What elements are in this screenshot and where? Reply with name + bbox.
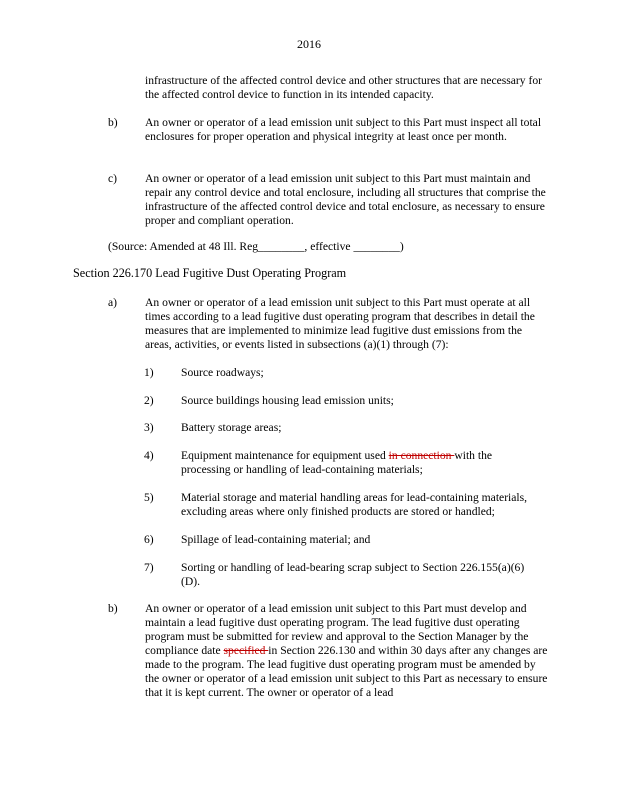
item-b-text: An owner or operator of a lead emission unit subject to this Part must inspect all total enclosures for proper operation and physical integrity at least once per month. [145, 116, 542, 143]
section-heading: Section 226.170 Lead Fugitive Dust Operating Program [73, 266, 347, 280]
subitem-text-with-strike: Equipment maintenance for equipment used in connection with the processing or handling of lead-containing materials; [181, 449, 493, 476]
subitem-text: Source buildings housing lead emission units; [181, 394, 394, 407]
source-note: (Source: Amended at 48 Ill. Reg________, effective ________) [108, 240, 404, 253]
subitem-label: 5) [144, 491, 154, 504]
subitem-label: 1) [144, 366, 154, 379]
subitem-label: 3) [144, 421, 154, 434]
subitem-text: Spillage of lead-containing material; and [181, 533, 371, 546]
subitem-label: 6) [144, 533, 154, 546]
item-a-label: a) [108, 296, 118, 309]
struck-text: specified [223, 644, 269, 657]
item-b2-label: b) [108, 602, 118, 615]
item-a-text: An owner or operator of a lead emission unit subject to this Part must operate at all times according to a lead fugitive dust operating program that describes in detail the measures that are implemented to minimize lead fugitive dust emissions from the areas, activities, or events listed in subsections (a)(1) through (7): [145, 296, 535, 351]
subitem-text: Battery storage areas; [181, 421, 282, 434]
continued-paragraph: infrastructure of the affected control device and other structures that are necessary for the affected control device to function in its intended capacity. [145, 74, 543, 101]
struck-text: in connection [388, 449, 455, 462]
item-b-label: b) [108, 116, 118, 129]
item-c-label: c) [108, 172, 118, 185]
subitem-text: Material storage and material handling areas for lead-containing materials, excluding areas where only finished products are stored or handled; [181, 491, 528, 518]
subitem-text: Sorting or handling of lead-bearing scrap subject to Section 226.155(a)(6)(D). [181, 561, 525, 588]
subitem-label: 7) [144, 561, 154, 574]
item-b2-text-with-strike: An owner or operator of a lead emission unit subject to this Part must develop and maintain a lead fugitive dust operating program. The lead fugitive dust operating program must be submitted for review and approval to the Section Manager by the compliance date specified in Section 226.130 and within 30 days after any changes are made to the program. The lead fugitive dust operating program must be amended by the owner or operator of a lead emission unit subject to this Part as necessary to ensure that it is kept current. The owner or operator of a lead [145, 602, 548, 699]
subitem-label: 2) [144, 394, 154, 407]
page-number: 2016 [297, 37, 321, 51]
subitem-label: 4) [144, 449, 154, 462]
subitem-text: Source roadways; [181, 366, 264, 379]
item-c-text: An owner or operator of a lead emission unit subject to this Part must maintain and repair any control device and total enclosure, including all structures that comprise the infrastructure of the affected control device and total enclosure, as necessary to ensure proper and compliant operation. [145, 172, 546, 227]
